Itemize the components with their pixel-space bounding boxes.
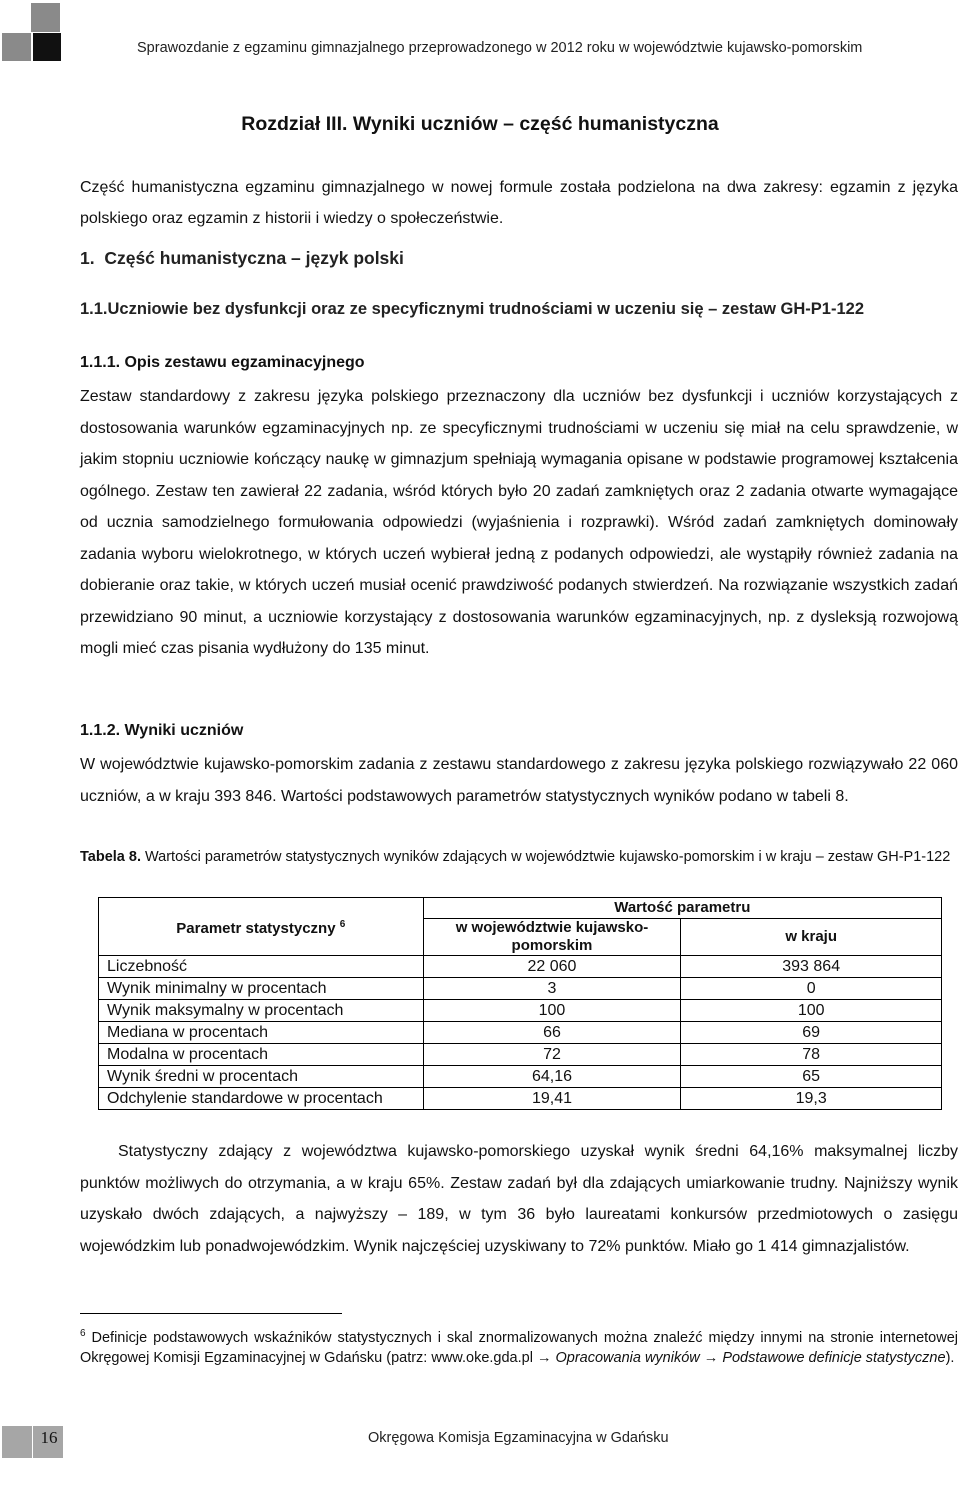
region-value: 64,16 [423, 1066, 681, 1088]
country-value: 69 [681, 1022, 942, 1044]
footnote-text-end: ). [945, 1349, 955, 1366]
section-heading-1-1-1: 1.1.1. Opis zestawu egzaminacyjnego [80, 354, 365, 371]
section-heading-1: 1. Część humanistyczna – język polski [80, 248, 404, 268]
running-header: Sprawozdanie z egzaminu gimnazjalnego przeprowadzonego w 2012 roku w województwie kujawsko-pomorskim [137, 40, 863, 56]
table-row [99, 1044, 942, 1066]
region-value: 66 [423, 1022, 681, 1044]
description-paragraph: Zestaw standardowy z zakresu języka polskiego przeznaczony dla uczniów bez dysfunkcji i uczniów korzystających z dostosowania warunków egzaminacyjnych np. ze specyficznymi trudnościami w uczeniu się miał na celu sprawdzenie, w jakim stopniu uczniowie kończący naukę w gimnazjum spełniają wymagania opisane w podstawie programowej kształcenia ogólnego. Zestaw ten zawierał 22 zadania, wśród których było 20 zadań zamkniętych oraz 2 zadania otwarte wymagające od ucznia samodzielnego formułowania odpowiedzi (wyjaśnienia i rozprawki). Wśród zadań zamkniętych dominowały zadania wyboru wielokrotnego, w których uczeń wybierał jedną z podanych odpowiedzi, ale wystąpiły również zadania na dobieranie oraz takie, w których uczeń musiał ocenić prawdziwość podanych stwierdzeń. Na rozwiązanie wszystkich zadań przewidziano 90 minut, a uczniowie korzystający z dostosowania warunków egzaminacyjnych, np. z dysleksją rozwojową mogli mieć czas pisania wydłużony do 135 minut. [80, 388, 958, 657]
param-label: Wynik średni w procentach [99, 1066, 424, 1088]
param-label: Wynik maksymalny w procentach [99, 1000, 424, 1022]
arrow-icon: → [703, 1349, 719, 1366]
section-heading-1-1-2: 1.1.2. Wyniki uczniów [80, 722, 244, 739]
table-caption-text: Wartości parametrów statystycznych wyników zdających w województwie kujawsko-pomorskim i w kraju – zestaw GH-P1-122 [140, 849, 951, 865]
header-square-top-right [31, 3, 60, 32]
footnote-italic-2: Podstawowe definicje statystyczne [722, 1349, 946, 1366]
param-label: Wynik minimalny w procentach [99, 978, 424, 1000]
col-header-region: w województwie kujawsko-pomorskim [423, 919, 681, 956]
country-value: 393 864 [681, 956, 942, 978]
value-header: Wartość parametru [423, 898, 941, 919]
table-caption-label: Tabela 8. [80, 849, 141, 865]
region-value: 19,41 [423, 1088, 681, 1110]
region-value: 3 [423, 978, 681, 1000]
region-value: 72 [423, 1044, 681, 1066]
table-row [99, 978, 942, 1000]
footer-square-left [2, 1426, 32, 1458]
table-row [99, 1022, 942, 1044]
param-label: Mediana w procentach [99, 1022, 424, 1044]
header-square-bottom-left [2, 33, 31, 61]
results-paragraph: W województwie kujawsko-pomorskim zadania z zestawu standardowego z zakresu języka polskiego rozwiązywało 22 060 uczniów, a w kraju 393 846. Wartości podstawowych parametrów statystycznych wyników podano w tabeli 8. [80, 756, 958, 805]
param-header: Parametr statystyczny [176, 919, 336, 937]
footer-institution: Okręgowa Komisja Egzaminacyjna w Gdańsku [368, 1430, 669, 1446]
table-caption [80, 848, 958, 866]
footnote-mark: 6 [80, 1328, 86, 1339]
col-header-country: w kraju [681, 919, 942, 956]
footnote-text: Definicje podstawowych wskaźników statystycznych i skal znormalizowanych można znaleźć między innymi na stronie internetowej Okręgowej Komisji Egzaminacyjnej w Gdańsku (patrz: www.oke.gda.pl [80, 1329, 958, 1366]
statistics-table [98, 897, 942, 1110]
footnote-italic-1: Opracowania wyników [551, 1349, 704, 1366]
summary-paragraph: Statystyczny zdający z województwa kujawsko-pomorskiego uzyskał wynik średni 64,16% maksymalnej liczby punktów możliwych do otrzymania, a w kraju 65%. Zestaw zadań był dla zdających umiarkowanie trudny. Najniższy wynik uzyskało dwóch zdających, a najwyższy – 189, w tym 36 było laureatami konkursów przedmiotowych o zasięgu wojewódzkim lub ponadwojewódzkim. Wynik najczęściej uzyskiwany to 72% punktów. Miało go 1 414 gimnazjalistów. [80, 1143, 958, 1255]
footnote [80, 1324, 958, 1368]
param-header-cell [99, 898, 424, 956]
param-label: Liczebność [99, 956, 424, 978]
region-value: 22 060 [423, 956, 681, 978]
country-value: 0 [681, 978, 942, 1000]
country-value: 78 [681, 1044, 942, 1066]
table-body [99, 956, 942, 1110]
chapter-title: Rozdział III. Wyniki uczniów – część humanistyczna [241, 113, 719, 135]
param-label: Modalna w procentach [99, 1044, 424, 1066]
table-row [99, 1088, 942, 1110]
country-value: 19,3 [681, 1088, 942, 1110]
table-row [99, 956, 942, 978]
footnote-separator [80, 1313, 342, 1314]
section-heading-1-1: 1.1.Uczniowie bez dysfunkcji oraz ze specyficznymi trudnościami w uczeniu się – zestaw GH-P1-122 [80, 300, 865, 318]
table-row [99, 1066, 942, 1088]
param-label: Odchylenie standardowe w procentach [99, 1088, 424, 1110]
table-row [99, 1000, 942, 1022]
header-square-bottom-right [33, 33, 61, 61]
region-value: 100 [423, 1000, 681, 1022]
param-footnote-mark: 6 [339, 918, 346, 930]
page-number: 16 [40, 1428, 58, 1447]
country-value: 65 [681, 1066, 942, 1088]
intro-paragraph: Część humanistyczna egzaminu gimnazjalnego w nowej formule została podzielona na dwa zakresy: egzamin z języka polskiego oraz egzamin z historii i wiedzy o społeczeństwie. [80, 179, 958, 227]
country-value: 100 [681, 1000, 942, 1022]
arrow-icon: → [536, 1349, 552, 1366]
